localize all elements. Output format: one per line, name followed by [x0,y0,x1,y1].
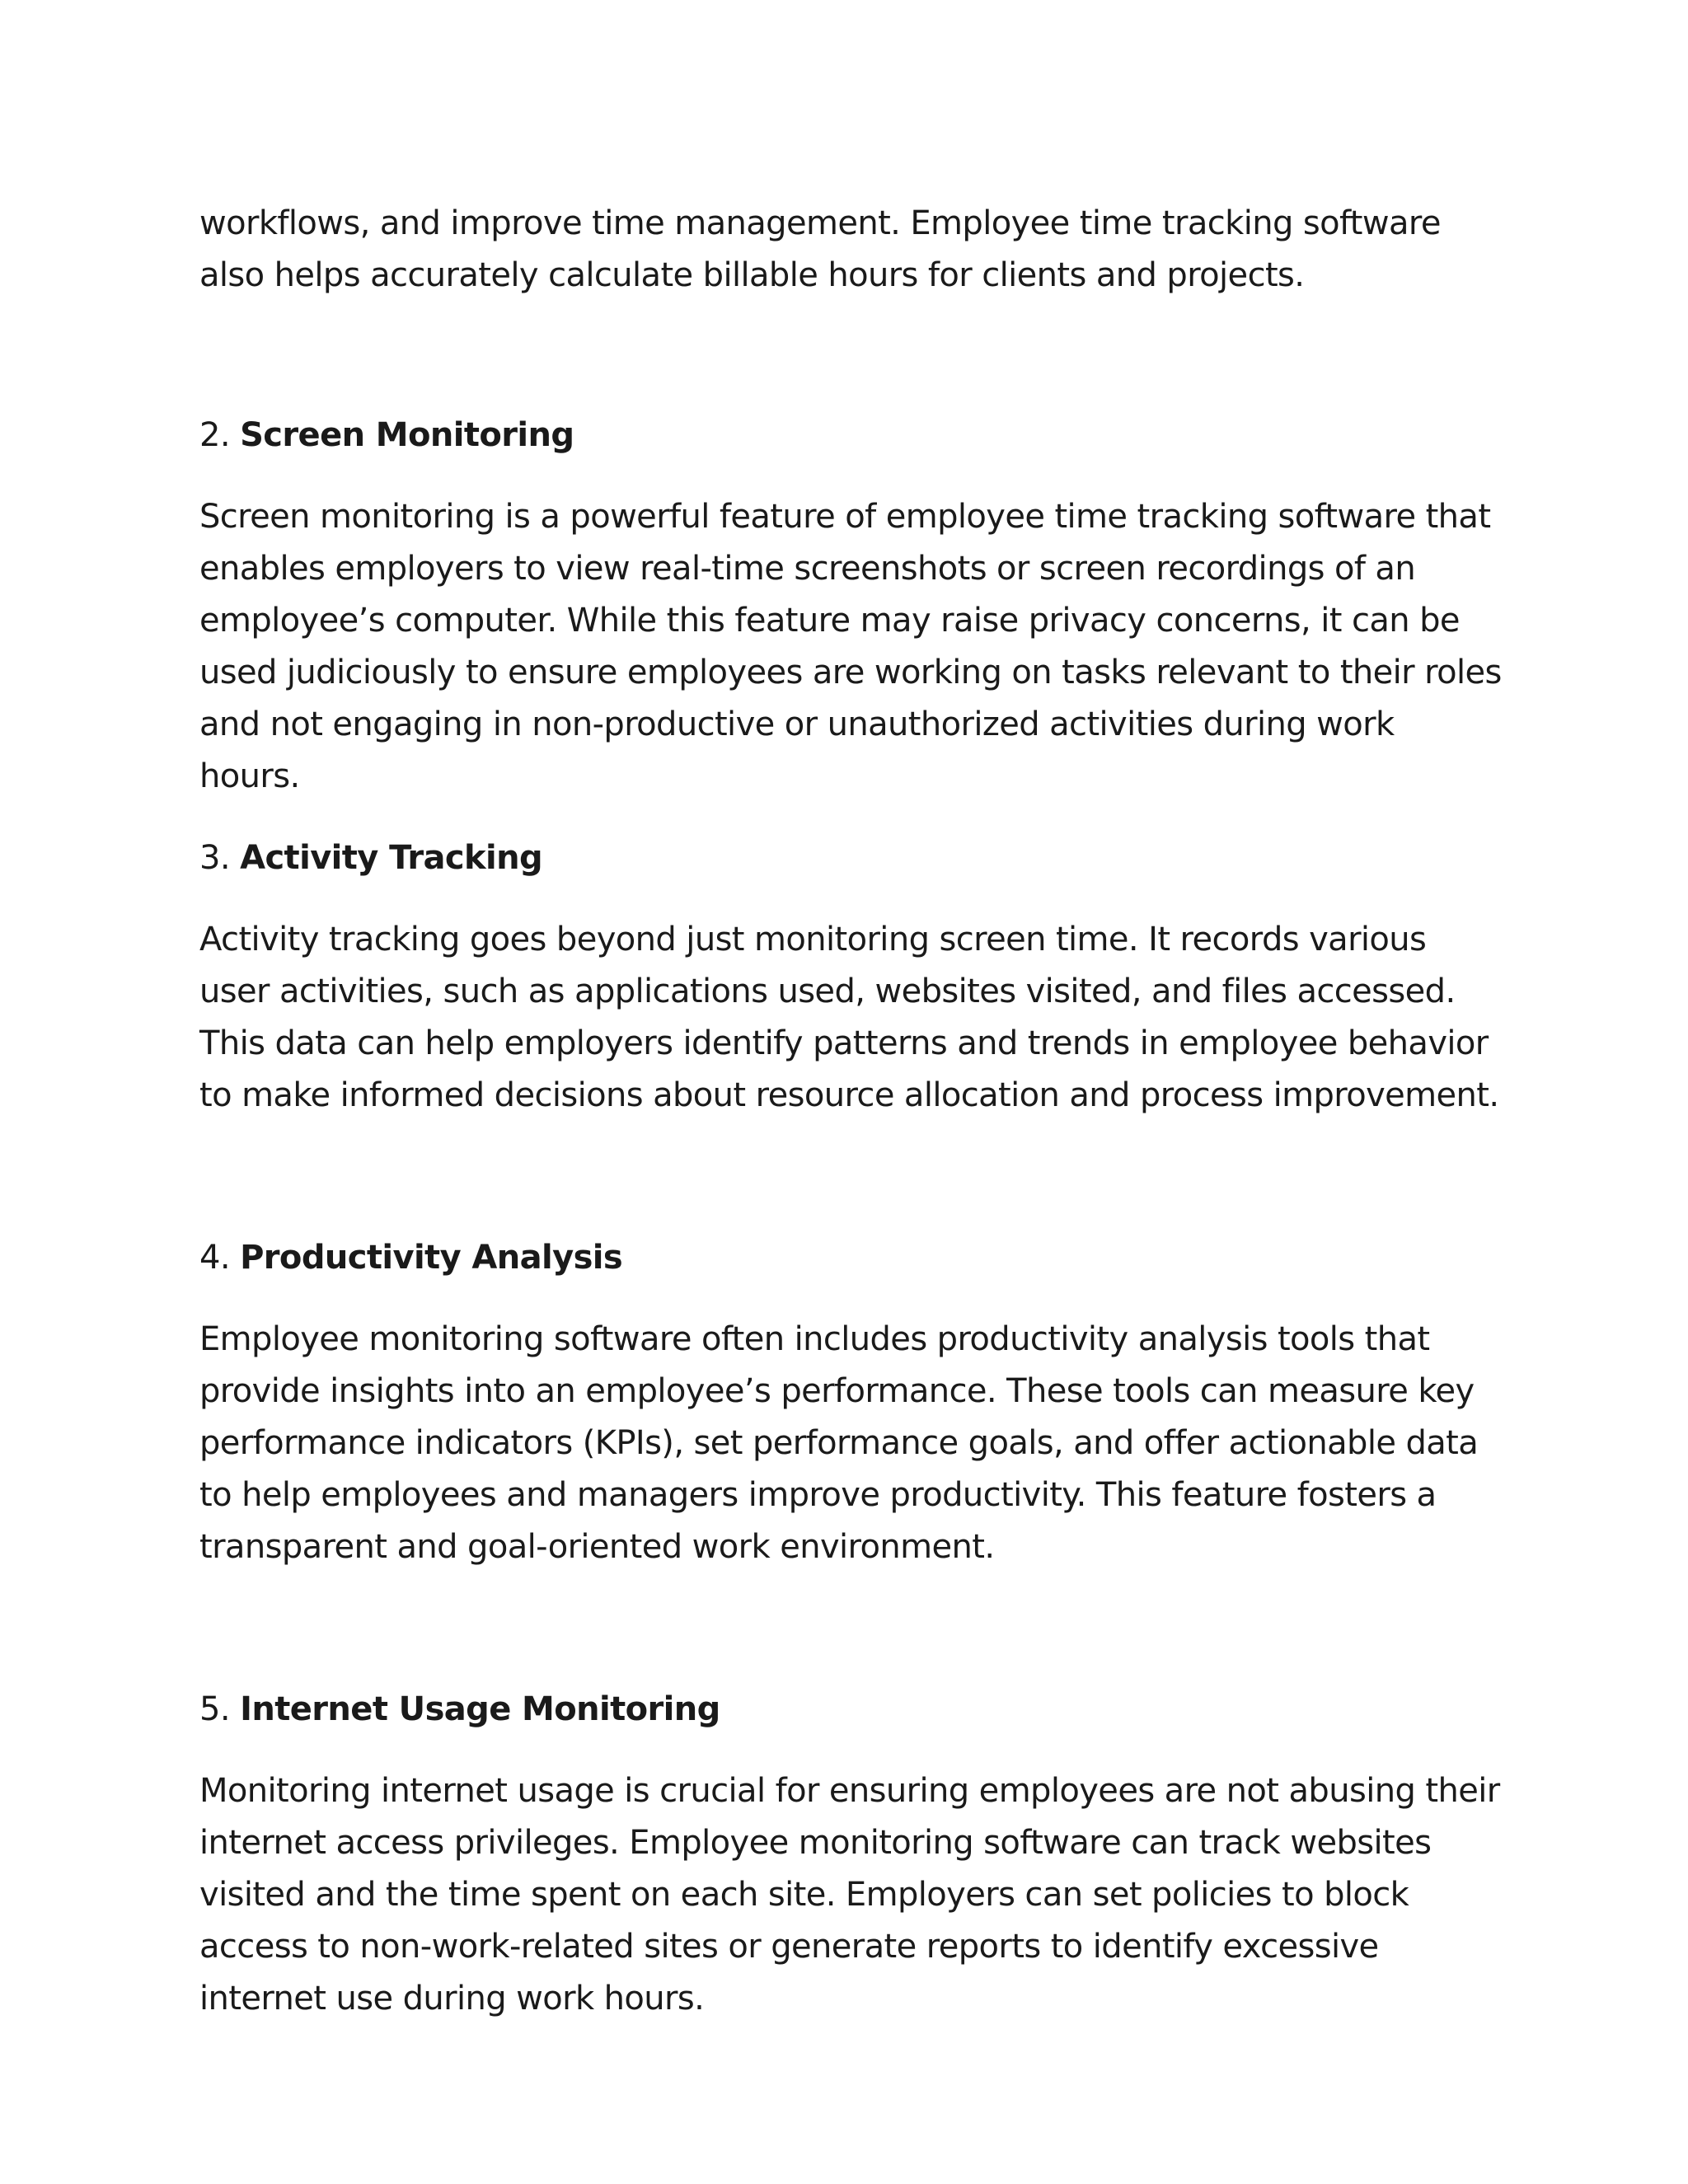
section-body-internet-usage-monitoring: Monitoring internet usage is crucial for ensuring employees are not abusing their internet access privileges. Employee monitoring software can track websites visited and the time spent on each site. Employers can set policies to block access to non-work-related sites or generate reports to identify excessive internet use during work hours. [199,1772,1500,2018]
section-body-productivity-analysis: Employee monitoring software often includes productivity analysis tools that provide insights into an employee’s performance. These tools can measure key performance indicators (KPIs), set performance goals, and offer actionable data to help employees and managers improve productivity. This feature fosters a transparent and goal-oriented work environment. [199,1320,1479,1566]
section-heading-activity-tracking [199,832,1502,884]
section-number: 3. [199,839,230,877]
section-number: 5. [199,1690,230,1728]
section-heading-internet-usage-monitoring [199,1684,1502,1736]
section-body-activity-tracking: Activity tracking goes beyond just monitoring screen time. It records various user activities, such as applications used, websites visited, and files accessed. This data can help employers identify patterns and trends in employee behavior to make informed decisions about resource allocation and process improvement. [199,921,1499,1114]
section-number: 2. [199,416,230,454]
section-body-screen-monitoring: Screen monitoring is a powerful feature of employee time tracking software that enables employers to view real-time screenshots or screen recordings of an employee’s computer. While this feature may raise privacy concerns, it can be used judiciously to ensure employees are working on tasks relevant to their roles and not engaging in non-productive or unauthorized activities during work hours. [199,498,1502,795]
section-number: 4. [199,1239,230,1277]
section-title: Screen Monitoring [240,416,574,454]
document-content [199,198,1502,2025]
section-title: Internet Usage Monitoring [240,1690,720,1728]
section-title: Productivity Analysis [240,1239,623,1277]
section-heading-productivity-analysis [199,1232,1502,1284]
section-heading-screen-monitoring [199,410,1502,462]
intro-paragraph: workflows, and improve time management. Employee time tracking software also helps accurately calculate billable hours for clients and projects. [199,204,1441,294]
section-title: Activity Tracking [240,839,543,877]
